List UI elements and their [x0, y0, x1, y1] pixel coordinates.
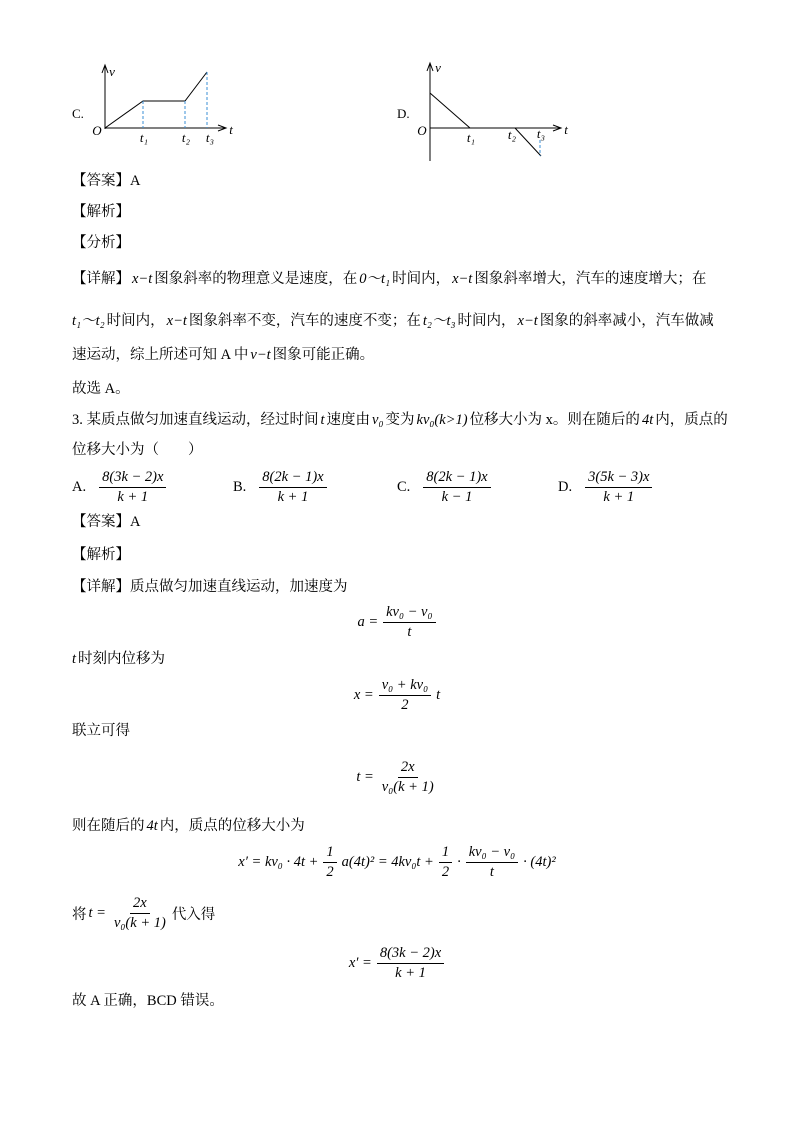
- equation-lhs: a =: [357, 613, 379, 630]
- math-expr: x−t: [452, 271, 473, 287]
- graph-d-y-label: v: [435, 60, 441, 75]
- equation-fraction: [439, 843, 452, 882]
- stem-text: 位移大小为 x。则在随后的: [469, 412, 640, 428]
- equation-displacement: [0, 675, 794, 715]
- equation-lhs: t =: [88, 904, 106, 921]
- math-expr: t: [320, 412, 325, 428]
- detail-text: 则在随后的: [72, 818, 145, 834]
- fraction-denominator: k + 1: [603, 488, 635, 505]
- detail-text: 图象斜率增大，汽车的速度增大；在: [474, 271, 707, 287]
- option-label: D.: [558, 478, 573, 495]
- fraction-numerator: 8(2k − 1)x: [423, 468, 490, 488]
- equation-lhs: x′ = kv₀ · 4t +: [238, 853, 319, 870]
- math-expr: x−t: [132, 271, 153, 287]
- equation-fraction: [111, 894, 169, 933]
- detail-text: 时间内，: [106, 313, 165, 329]
- fraction-numerator: 2x: [130, 894, 150, 914]
- graph-d-tick-t1: t₁: [466, 130, 476, 145]
- option-label: C.: [397, 478, 411, 495]
- q2-fenxi-tag: 【分析】: [72, 235, 130, 251]
- equation-fraction: [466, 843, 518, 882]
- equation-fraction: [383, 603, 435, 642]
- fraction-denominator: t: [407, 623, 412, 640]
- detail-tag: 【详解】: [72, 579, 130, 595]
- option-fraction: [99, 468, 166, 507]
- fraction-numerator: kv₀ − v₀: [466, 843, 518, 863]
- option-fraction: [259, 468, 326, 507]
- fraction-numerator: 8(3k − 2)x: [377, 944, 444, 964]
- equation-tail: · (4t)²: [523, 853, 556, 870]
- answer-tag: 【答案】: [72, 514, 130, 530]
- equation-fraction: [379, 758, 437, 797]
- fraction-denominator: k + 1: [117, 488, 149, 505]
- fraction-denominator: 2: [326, 863, 334, 880]
- equation-dot: ·: [457, 853, 461, 870]
- fraction-numerator: 8(3k − 2)x: [99, 468, 166, 488]
- math-expr: x−t: [517, 313, 538, 329]
- detail-text: 时刻内位移为: [78, 651, 166, 667]
- q2-conclusion: 故选 A。: [72, 381, 130, 397]
- equation-lhs: x =: [353, 686, 374, 703]
- equation-rhs: t: [436, 686, 441, 703]
- equation-result: [0, 943, 794, 983]
- detail-text: 图象斜率不变，汽车的速度不变；在: [188, 313, 421, 329]
- q3-detail-intro: [72, 577, 348, 597]
- option-label: A.: [72, 478, 87, 495]
- q3-conclusion: 故 A 正确，BCD 错误。: [72, 993, 224, 1009]
- q2-detail-line-1: [72, 269, 706, 289]
- math-expr: 0～t₁: [359, 271, 391, 287]
- math-expr: x−t: [166, 313, 187, 329]
- fraction-numerator: 1: [323, 843, 336, 863]
- math-expr: v−t: [250, 347, 271, 363]
- q2-answer: [72, 171, 140, 191]
- option-c: [397, 467, 494, 507]
- q3-answer: [72, 512, 140, 532]
- fraction-denominator: v₀(k + 1): [113, 914, 166, 931]
- math-expr: 4t: [146, 818, 158, 834]
- detail-text: 时间内，: [392, 271, 451, 287]
- q3-next-text: [72, 816, 305, 836]
- detail-text: 代入得: [171, 906, 216, 923]
- q3-combine-text: 联立可得: [72, 723, 130, 739]
- equation-fraction: [323, 843, 336, 882]
- graph-d-label: D.: [397, 106, 410, 121]
- graph-d-tick-t3: t₃: [536, 126, 546, 141]
- graph-d-x-label: t: [564, 122, 568, 137]
- option-label: B.: [233, 478, 247, 495]
- detail-text: 质点做匀加速直线运动，加速度为: [130, 579, 348, 595]
- equation-lhs: t =: [356, 768, 374, 785]
- math-expr: 4t: [641, 412, 654, 428]
- detail-text: 图象的斜率减小，汽车做减: [539, 313, 714, 329]
- fraction-numerator: kv₀ − v₀: [383, 603, 435, 623]
- detail-text: 图象可能正确。: [272, 347, 375, 363]
- graph-c-curve: [105, 72, 207, 128]
- fraction-denominator: v₀(k + 1): [381, 778, 434, 795]
- math-expr: kv₀(k>1): [416, 412, 468, 428]
- math-expr: t₁～t₂: [72, 313, 105, 329]
- q3-analysis-tag: 【解析】: [72, 547, 130, 563]
- q3-displacement-text: [72, 649, 165, 669]
- equation-fraction: [379, 676, 431, 715]
- fraction-numerator: 2x: [398, 758, 418, 778]
- fraction-denominator: t: [489, 863, 494, 880]
- q2-detail-line-3: [72, 345, 374, 365]
- equation-fraction: [377, 944, 444, 983]
- equation-middle: a(4t)² = 4kv₀t +: [341, 853, 434, 870]
- graph-d-tick-t2: t₂: [507, 127, 517, 142]
- graph-c-x-label: t: [229, 122, 233, 137]
- option-fraction: [585, 468, 652, 507]
- graph-c-tick-t2: t₂: [181, 130, 191, 145]
- q3-substitute-line: [72, 893, 215, 933]
- graph-c-tick-t1: t₁: [139, 130, 149, 145]
- detail-text: 时间内，: [457, 313, 516, 329]
- detail-text: 内，质点的位移大小为: [159, 818, 305, 834]
- fraction-denominator: 2: [401, 696, 409, 713]
- fraction-numerator: 8(2k − 1)x: [259, 468, 326, 488]
- answer-value: A: [130, 514, 141, 530]
- q3-stem-line-2: 位移大小为（ ）: [72, 442, 203, 458]
- stem-text: 3. 某质点做匀加速直线运动，经过时间: [72, 412, 319, 428]
- stem-text: 内，质点的: [655, 412, 728, 428]
- graph-c-y-label: v: [109, 64, 115, 79]
- detail-tag: 【详解】: [72, 271, 130, 287]
- option-a: [72, 467, 169, 507]
- equation-lhs: x′ =: [348, 954, 372, 971]
- equation-acceleration: [0, 602, 794, 642]
- stem-text: 变为: [385, 412, 415, 428]
- fraction-numerator: 1: [439, 843, 452, 863]
- detail-text: 速运动，综上所述可知 A 中: [72, 347, 249, 363]
- q2-analysis-tag: 【解析】: [72, 204, 130, 220]
- math-expr: t: [72, 651, 77, 667]
- graph-c-origin: O: [92, 123, 102, 138]
- fraction-numerator: 3(5k − 3)x: [585, 468, 652, 488]
- q2-detail-line-2: [72, 311, 714, 331]
- stem-text: 速度由: [326, 412, 371, 428]
- option-fraction: [423, 468, 490, 507]
- math-expr: v₀: [372, 412, 384, 428]
- detail-text: 将: [72, 906, 87, 923]
- equation-time: [0, 757, 794, 797]
- answer-tag: 【答案】: [72, 173, 130, 189]
- velocity-time-graphs: [0, 0, 794, 170]
- fraction-denominator: k − 1: [441, 488, 473, 505]
- fraction-denominator: k + 1: [277, 488, 309, 505]
- graph-d: [397, 60, 568, 161]
- q3-stem-line-1: [72, 410, 728, 430]
- graph-c: [72, 64, 233, 145]
- option-d: [558, 467, 655, 507]
- option-b: [233, 467, 330, 507]
- equation-displacement-4t: [0, 842, 794, 882]
- graph-c-label: C.: [72, 106, 84, 121]
- math-expr: t₂～t₃: [422, 313, 456, 329]
- detail-text: 图象斜率的物理意义是速度，在: [154, 271, 358, 287]
- fraction-numerator: v₀ + kv₀: [379, 676, 431, 696]
- fraction-denominator: 2: [441, 863, 450, 880]
- graph-d-origin: O: [417, 123, 427, 138]
- graph-c-tick-t3: t₃: [205, 130, 215, 145]
- graph-d-curve-segment-1: [430, 93, 470, 128]
- fraction-denominator: k + 1: [395, 964, 426, 981]
- answer-value: A: [130, 173, 141, 189]
